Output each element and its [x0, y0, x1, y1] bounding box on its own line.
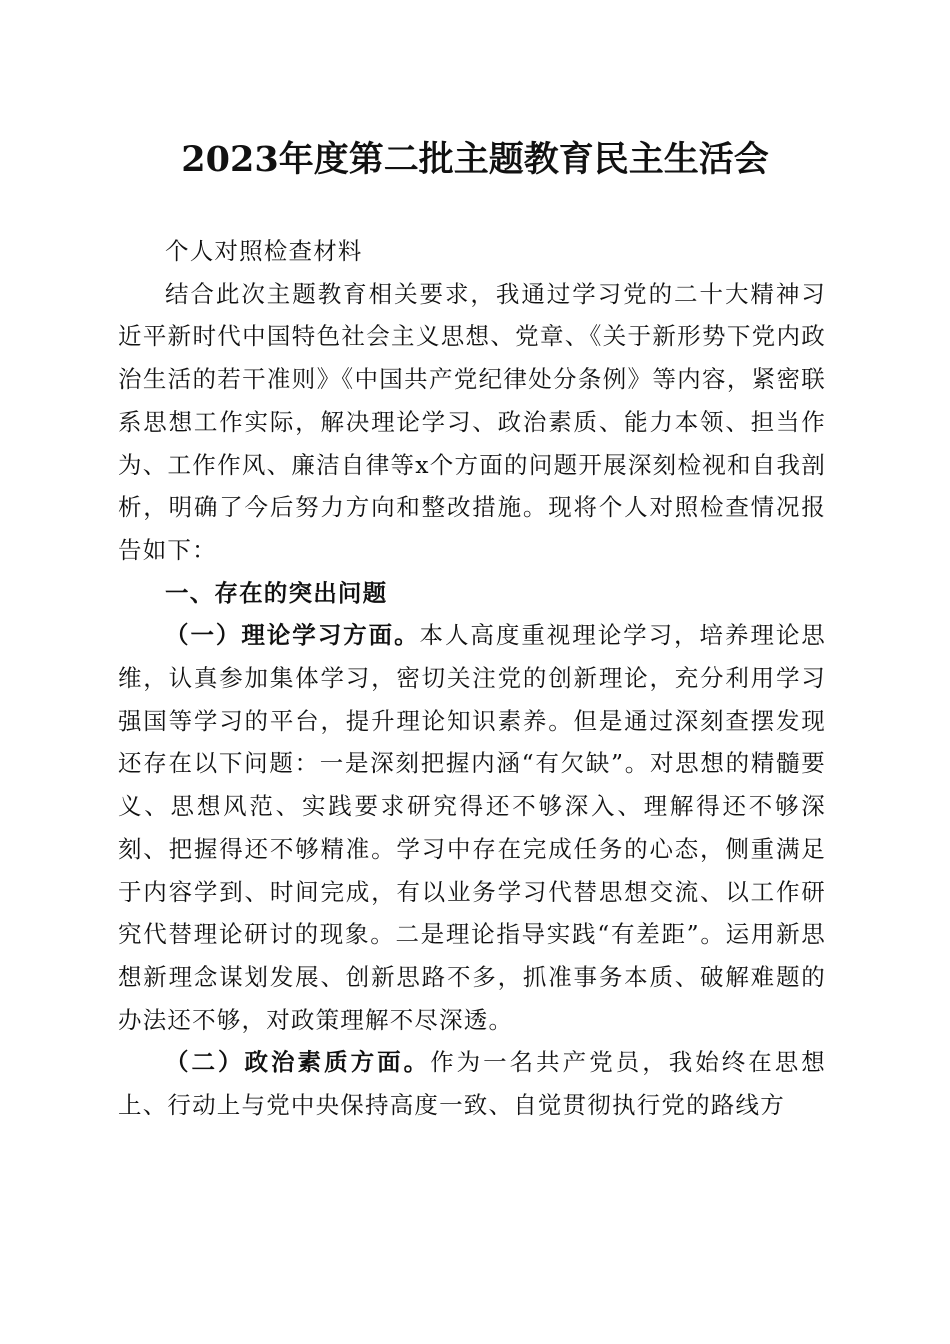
paragraph-text: 作为一名共产党员，我始终在思想上、行动上与党中央保持高度一致、自觉贯彻执行党的路线方	[118, 1048, 826, 1120]
paragraph-lead: （二）政治素质方面。	[165, 1048, 431, 1077]
paragraph-lead: （一）理论学习方面。	[165, 621, 420, 650]
document-title: 2023年度第二批主题教育民主生活会	[181, 139, 769, 180]
document-subtitle: 个人对照检查材料	[165, 237, 363, 265]
section-heading: 一、存在的突出问题	[165, 578, 388, 607]
paragraph-text: 本人高度重视理论学习，培养理论思维，认真参加集体学习，密切关注党的创新理论，充分利用学习强国等学习的平台，提升理论知识素养。但是通过深刻查摆发现还存在以下问题：一是深刻把握内涵“有欠缺”。对思想的精髓要义、思想风范、实践要求研究得还不够深入、理解得还不够深刻、把握得还不够精准。学习中存在完成任务的心态，侧重满足于内容学到、时间完成，有以业务学习代替思想交流、以工作研究代替理论研讨的现象。二是理论指导实践“有差距”。运用新思想新理念谋划发展、创新思路不多，抓准事务本质、破解难题的办法还不够，对政策理解不尽深透。	[118, 621, 827, 1034]
intro-paragraph: 结合此次主题教育相关要求，我通过学习党的二十大精神习近平新时代中国特色社会主义思想、党章、《关于新形势下党内政治生活的若干准则》《中国共产党纪律处分条例》等内容，紧密联系思想工作实际，解决理论学习、政治素质、能力本领、担当作为、工作作风、廉洁自律等x个方面的问题开展深刻检视和自我剖析，明确了今后努力方向和整改措施。现将个人对照检查情况报告如下：	[118, 279, 826, 564]
paragraph-political-quality	[118, 1041, 826, 1126]
paragraph-theory-study	[118, 614, 826, 1041]
document-body	[118, 230, 826, 1127]
